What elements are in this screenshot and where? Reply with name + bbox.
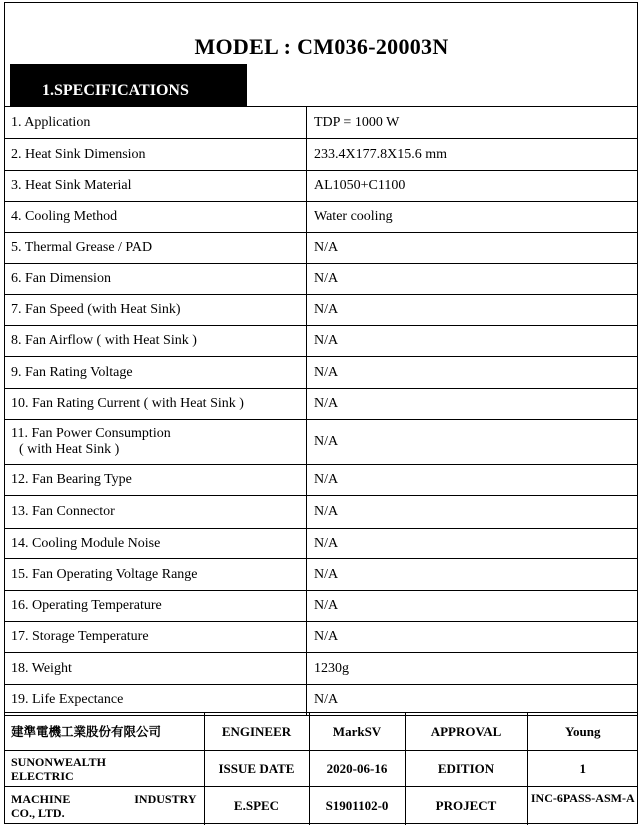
spec-row bbox=[4, 529, 638, 559]
edition-value: 1 bbox=[527, 751, 638, 787]
project-value: INC-6PASS-ASM-A bbox=[527, 787, 638, 825]
company-name-en-lower bbox=[4, 787, 204, 825]
spec-row bbox=[4, 559, 638, 591]
spec-label-text: 19. Life Expectance bbox=[11, 692, 124, 707]
spec-label bbox=[4, 295, 307, 326]
spec-label bbox=[4, 465, 307, 496]
spec-value: N/A bbox=[307, 389, 639, 420]
spec-value: N/A bbox=[307, 264, 639, 295]
section-header: 1.SPECIFICATIONS bbox=[10, 64, 247, 106]
project-label: PROJECT bbox=[405, 787, 527, 825]
spec-label-text: 17. Storage Temperature bbox=[11, 629, 149, 644]
spec-value: AL1050+C1100 bbox=[307, 171, 639, 202]
spec-value: N/A bbox=[307, 591, 639, 622]
spec-label bbox=[4, 389, 307, 420]
spec-label-text: 2. Heat Sink Dimension bbox=[11, 146, 146, 162]
spec-value: N/A bbox=[307, 357, 639, 389]
spec-value: N/A bbox=[307, 685, 639, 716]
issue-date-value: 2020-06-16 bbox=[309, 751, 405, 787]
spec-value: N/A bbox=[307, 529, 639, 559]
spec-label-text: 10. Fan Rating Current ( with Heat Sink ) bbox=[11, 396, 244, 411]
spec-label bbox=[4, 653, 307, 685]
spec-row bbox=[4, 496, 638, 529]
company-line-1: SUNONWEALTH bbox=[11, 754, 106, 769]
spec-label bbox=[4, 529, 307, 559]
spec-value: N/A bbox=[307, 326, 639, 357]
spec-label bbox=[4, 233, 307, 264]
espec-label: E.SPEC bbox=[204, 787, 309, 825]
spec-label bbox=[4, 357, 307, 389]
spec-label-text: 14. Cooling Module Noise bbox=[11, 535, 161, 551]
engineer-label: ENGINEER bbox=[204, 713, 309, 751]
company-word-industry: INDUSTRY bbox=[134, 791, 197, 806]
spec-label bbox=[4, 202, 307, 233]
spec-value: N/A bbox=[307, 465, 639, 496]
spec-label bbox=[4, 264, 307, 295]
spec-label-text: 9. Fan Rating Voltage bbox=[11, 364, 133, 380]
spec-row bbox=[4, 264, 638, 295]
spec-label-text: 18. Weight bbox=[11, 660, 72, 676]
spec-row bbox=[4, 465, 638, 496]
spec-row bbox=[4, 295, 638, 326]
engineer-value: MarkSV bbox=[309, 713, 405, 751]
spec-row bbox=[4, 326, 638, 357]
spec-label bbox=[4, 622, 307, 653]
spec-row bbox=[4, 591, 638, 622]
company-line-4: CO., LTD. bbox=[11, 805, 65, 820]
spec-label bbox=[4, 107, 307, 139]
spec-row bbox=[4, 233, 638, 264]
espec-value: S1901102-0 bbox=[309, 787, 405, 825]
spec-label-text-2: ( with Heat Sink ) bbox=[19, 442, 120, 457]
company-word-machine: MACHINE bbox=[11, 791, 71, 806]
approval-value: Young bbox=[527, 713, 638, 751]
spec-value: Water cooling bbox=[307, 202, 639, 233]
spec-label bbox=[4, 139, 307, 171]
spec-label-text: 3. Heat Sink Material bbox=[11, 178, 132, 193]
spec-label bbox=[4, 685, 307, 716]
spec-label bbox=[4, 171, 307, 202]
spec-label-text: 11. Fan Power Consumption bbox=[11, 426, 171, 441]
spec-value: 233.4X177.8X15.6 mm bbox=[307, 139, 639, 171]
spec-label-text: 7. Fan Speed (with Heat Sink) bbox=[11, 302, 181, 317]
spec-row bbox=[4, 653, 638, 685]
company-name-cn: 建準電機工業股份有限公司 bbox=[4, 713, 204, 751]
spec-row bbox=[4, 171, 638, 202]
company-name-en-upper bbox=[4, 751, 204, 787]
spec-value: N/A bbox=[307, 420, 639, 465]
approval-label: APPROVAL bbox=[405, 713, 527, 751]
company-line-2: ELECTRIC bbox=[11, 768, 74, 783]
spec-label bbox=[4, 420, 307, 465]
spec-label bbox=[4, 559, 307, 591]
spec-label-text: 15. Fan Operating Voltage Range bbox=[11, 566, 198, 582]
spec-label bbox=[4, 496, 307, 529]
spec-value: N/A bbox=[307, 496, 639, 529]
spec-label-text: 5. Thermal Grease / PAD bbox=[11, 240, 153, 255]
spec-value: TDP = 1000 W bbox=[307, 107, 639, 139]
spec-row bbox=[4, 202, 638, 233]
spec-label-text: 12. Fan Bearing Type bbox=[11, 472, 132, 487]
spec-row bbox=[4, 357, 638, 389]
spec-row bbox=[4, 139, 638, 171]
spec-row bbox=[4, 420, 638, 465]
spec-value: N/A bbox=[307, 559, 639, 591]
model-title: MODEL : CM036-20003N bbox=[194, 34, 449, 59]
spec-value: 1230g bbox=[307, 653, 639, 685]
spec-label bbox=[4, 591, 307, 622]
spec-row bbox=[4, 685, 638, 716]
specifications-table bbox=[4, 106, 638, 716]
spec-value: N/A bbox=[307, 295, 639, 326]
spec-label-text: 1. Application bbox=[11, 114, 91, 130]
spec-row bbox=[4, 622, 638, 653]
spec-label-text: 6. Fan Dimension bbox=[11, 271, 111, 286]
spec-label-text: 13. Fan Connector bbox=[11, 504, 115, 519]
issue-date-label: ISSUE DATE bbox=[204, 751, 309, 787]
spec-label-text: 4. Cooling Method bbox=[11, 209, 118, 224]
spec-row bbox=[4, 389, 638, 420]
spec-value: N/A bbox=[307, 622, 639, 653]
spec-label-text: 16. Operating Temperature bbox=[11, 598, 162, 613]
title-block bbox=[4, 712, 638, 825]
spec-label bbox=[4, 326, 307, 357]
spec-label-text: 8. Fan Airflow ( with Heat Sink ) bbox=[11, 333, 197, 348]
company-line-3 bbox=[11, 792, 197, 806]
spec-value: N/A bbox=[307, 233, 639, 264]
edition-label: EDITION bbox=[405, 751, 527, 787]
spec-row bbox=[4, 107, 638, 139]
